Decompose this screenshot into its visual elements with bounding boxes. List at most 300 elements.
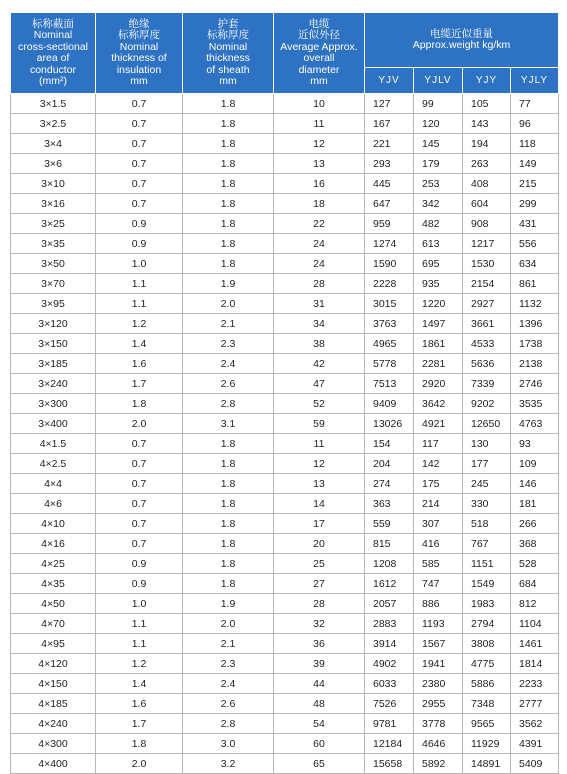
cell-weight-yjv: 5778 [365,354,414,374]
cell-conductor-size: 4×1.5 [11,434,96,454]
cell-weight-yjlv: 695 [414,254,463,274]
cell-weight-yjy: 1983 [463,594,511,614]
cell-conductor-size: 4×400 [11,754,96,774]
cell-conductor-size: 4×95 [11,634,96,654]
cell-insulation-thickness: 1.1 [96,274,183,294]
header-diameter [274,13,365,94]
cell-weight-yjlv: 117 [414,434,463,454]
cell-weight-yjy: 194 [463,134,511,154]
cell-weight-yjy: 330 [463,494,511,514]
cell-weight-yjlv: 482 [414,214,463,234]
cell-weight-yjlv: 99 [414,94,463,114]
table-row [11,374,559,394]
cell-sheath-thickness: 1.8 [183,174,274,194]
header-sheath-en-2: thickness [206,52,250,64]
cell-weight-yjly: 2233 [511,674,559,694]
header-type-yjy: YJY [463,68,511,94]
cell-sheath-thickness: 2.1 [183,634,274,654]
cell-weight-yjly: 2777 [511,694,559,714]
cell-conductor-size: 4×50 [11,594,96,614]
cell-conductor-size: 4×120 [11,654,96,674]
cell-overall-diameter: 52 [274,394,365,414]
cell-sheath-thickness: 1.8 [183,94,274,114]
cell-conductor-size: 3×16 [11,194,96,214]
table-header [11,13,559,94]
cell-conductor-size: 4×2.5 [11,454,96,474]
cell-weight-yjv: 1208 [365,554,414,574]
cell-sheath-thickness: 1.8 [183,434,274,454]
cell-weight-yjlv: 214 [414,494,463,514]
cell-overall-diameter: 28 [274,274,365,294]
cell-weight-yjlv: 145 [414,134,463,154]
cell-sheath-thickness: 2.6 [183,694,274,714]
cell-weight-yjy: 4775 [463,654,511,674]
cell-weight-yjv: 293 [365,154,414,174]
cell-weight-yjlv: 886 [414,594,463,614]
cell-insulation-thickness: 2.0 [96,754,183,774]
cell-insulation-thickness: 1.8 [96,394,183,414]
cell-weight-yjy: 177 [463,454,511,474]
header-insulation-en-1: Nominal [119,40,159,53]
cell-weight-yjlv: 2920 [414,374,463,394]
cell-insulation-thickness: 0.7 [96,134,183,154]
cell-overall-diameter: 22 [274,214,365,234]
header-type-yjv: YJV [365,68,414,94]
cell-overall-diameter: 39 [274,654,365,674]
cell-weight-yjy: 908 [463,214,511,234]
cell-conductor-size: 3×35 [11,234,96,254]
cell-weight-yjlv: 5892 [414,754,463,774]
cell-weight-yjy: 1530 [463,254,511,274]
cell-sheath-thickness: 1.9 [183,594,274,614]
cell-weight-yjv: 3015 [365,294,414,314]
header-weight-en: Approx.weight kg/km [412,39,511,51]
cell-weight-yjv: 815 [365,534,414,554]
cell-conductor-size: 3×2.5 [11,114,96,134]
header-diameter-en-4: mm [310,75,328,87]
cell-sheath-thickness: 1.8 [183,134,274,154]
table-row [11,434,559,454]
table-row [11,134,559,154]
cell-conductor-size: 3×25 [11,214,96,234]
table-row [11,754,559,774]
cell-weight-yjlv: 585 [414,554,463,574]
table-row [11,234,559,254]
cell-weight-yjv: 13026 [365,414,414,434]
cell-insulation-thickness: 1.7 [96,714,183,734]
cell-conductor-size: 4×240 [11,714,96,734]
cell-weight-yjly: 109 [511,454,559,474]
cell-weight-yjlv: 175 [414,474,463,494]
cell-weight-yjlv: 342 [414,194,463,214]
header-insulation [96,13,183,94]
table-row [11,294,559,314]
cell-weight-yjly: 299 [511,194,559,214]
cell-conductor-size: 3×10 [11,174,96,194]
cell-sheath-thickness: 1.8 [183,194,274,214]
table-row [11,494,559,514]
cell-weight-yjy: 245 [463,474,511,494]
cell-sheath-thickness: 2.6 [183,374,274,394]
cell-overall-diameter: 13 [274,154,365,174]
cell-sheath-thickness: 2.4 [183,354,274,374]
header-insulation-en-3: insulation [116,63,162,76]
cell-weight-yjy: 143 [463,114,511,134]
cell-weight-yjlv: 4921 [414,414,463,434]
cell-insulation-thickness: 1.1 [96,294,183,314]
cell-overall-diameter: 12 [274,454,365,474]
header-type-yjlv: YJLV [414,68,463,94]
cell-insulation-thickness: 1.0 [96,254,183,274]
header-conductor-en-2: cross-sectional [17,40,89,53]
cell-conductor-size: 4×35 [11,574,96,594]
cell-sheath-thickness: 1.9 [183,274,274,294]
cell-weight-yjv: 154 [365,434,414,454]
cell-weight-yjly: 118 [511,134,559,154]
table-row [11,614,559,634]
cell-weight-yjy: 408 [463,174,511,194]
cell-weight-yjly: 3535 [511,394,559,414]
cell-weight-yjv: 127 [365,94,414,114]
cell-conductor-size: 4×16 [11,534,96,554]
cell-overall-diameter: 47 [274,374,365,394]
cell-insulation-thickness: 0.7 [96,534,183,554]
cell-weight-yjlv: 2380 [414,674,463,694]
cell-overall-diameter: 18 [274,194,365,214]
cell-sheath-thickness: 1.8 [183,254,274,274]
cell-insulation-thickness: 0.7 [96,514,183,534]
cell-weight-yjv: 3914 [365,634,414,654]
cell-weight-yjy: 3808 [463,634,511,654]
cell-conductor-size: 4×70 [11,614,96,634]
cell-weight-yjly: 861 [511,274,559,294]
cell-conductor-size: 4×6 [11,494,96,514]
cell-weight-yjlv: 2955 [414,694,463,714]
cell-sheath-thickness: 1.8 [183,454,274,474]
cell-insulation-thickness: 0.7 [96,174,183,194]
cell-conductor-size: 3×50 [11,254,96,274]
table-row [11,334,559,354]
table-row [11,594,559,614]
cell-weight-yjv: 4902 [365,654,414,674]
cell-weight-yjv: 363 [365,494,414,514]
cable-spec-table-container [10,12,558,774]
table-row [11,734,559,754]
cell-weight-yjly: 146 [511,474,559,494]
cell-overall-diameter: 48 [274,694,365,714]
cell-weight-yjy: 11929 [463,734,511,754]
cell-conductor-size: 4×300 [11,734,96,754]
cell-weight-yjly: 812 [511,594,559,614]
cell-overall-diameter: 36 [274,634,365,654]
cell-weight-yjy: 1151 [463,554,511,574]
cell-insulation-thickness: 0.9 [96,574,183,594]
header-diameter-en-2: overall [303,52,335,64]
cell-weight-yjy: 7348 [463,694,511,714]
header-sheath-en-4: mm [219,75,237,87]
table-row [11,674,559,694]
header-sheath-cn-1: 护套 [217,17,239,30]
cell-insulation-thickness: 1.6 [96,354,183,374]
header-conductor-en-1: Nominal [33,29,73,41]
cell-weight-yjly: 2746 [511,374,559,394]
table-row [11,154,559,174]
cell-insulation-thickness: 1.1 [96,614,183,634]
cell-weight-yjly: 1104 [511,614,559,634]
cell-weight-yjly: 634 [511,254,559,274]
cell-insulation-thickness: 0.7 [96,154,183,174]
cell-insulation-thickness: 1.6 [96,694,183,714]
table-row [11,574,559,594]
cell-conductor-size: 3×95 [11,294,96,314]
cell-overall-diameter: 11 [274,114,365,134]
cell-weight-yjly: 2138 [511,354,559,374]
cell-weight-yjlv: 142 [414,454,463,474]
cell-weight-yjv: 274 [365,474,414,494]
cell-sheath-thickness: 1.8 [183,494,274,514]
cell-overall-diameter: 10 [274,94,365,114]
cell-weight-yjy: 2154 [463,274,511,294]
cell-weight-yjv: 2057 [365,594,414,614]
cell-weight-yjv: 6033 [365,674,414,694]
cell-sheath-thickness: 3.0 [183,734,274,754]
header-type-yjly: YJLY [511,68,559,94]
table-row [11,254,559,274]
cell-insulation-thickness: 0.7 [96,114,183,134]
cell-insulation-thickness: 1.2 [96,314,183,334]
cell-sheath-thickness: 1.8 [183,534,274,554]
cell-weight-yjv: 2228 [365,274,414,294]
table-row [11,714,559,734]
header-sheath [183,13,274,94]
cell-sheath-thickness: 2.1 [183,314,274,334]
cell-overall-diameter: 38 [274,334,365,354]
cell-insulation-thickness: 0.7 [96,494,183,514]
cell-overall-diameter: 42 [274,354,365,374]
header-sheath-en-1: Nominal [208,40,248,53]
cell-sheath-thickness: 3.1 [183,414,274,434]
cell-conductor-size: 3×300 [11,394,96,414]
cell-insulation-thickness: 0.7 [96,194,183,214]
cell-overall-diameter: 59 [274,414,365,434]
cell-conductor-size: 3×6 [11,154,96,174]
cell-conductor-size: 3×150 [11,334,96,354]
table-row [11,694,559,714]
table-row [11,214,559,234]
table-row [11,194,559,214]
cell-sheath-thickness: 2.8 [183,714,274,734]
cell-weight-yjv: 204 [365,454,414,474]
cell-sheath-thickness: 1.8 [183,574,274,594]
cell-overall-diameter: 28 [274,594,365,614]
cell-weight-yjlv: 253 [414,174,463,194]
cell-weight-yjly: 181 [511,494,559,514]
cell-insulation-thickness: 1.0 [96,594,183,614]
cell-weight-yjly: 528 [511,554,559,574]
cell-overall-diameter: 34 [274,314,365,334]
cell-sheath-thickness: 2.0 [183,294,274,314]
cell-weight-yjv: 15658 [365,754,414,774]
cell-weight-yjv: 7526 [365,694,414,714]
cell-overall-diameter: 11 [274,434,365,454]
cell-weight-yjy: 105 [463,94,511,114]
cell-weight-yjy: 604 [463,194,511,214]
cell-weight-yjy: 3661 [463,314,511,334]
cell-insulation-thickness: 0.9 [96,554,183,574]
cell-weight-yjy: 5886 [463,674,511,694]
cell-weight-yjly: 4763 [511,414,559,434]
cell-weight-yjly: 5409 [511,754,559,774]
cell-insulation-thickness: 0.7 [96,474,183,494]
cell-weight-yjlv: 120 [414,114,463,134]
cell-weight-yjy: 263 [463,154,511,174]
cell-weight-yjlv: 935 [414,274,463,294]
cell-weight-yjlv: 1193 [414,614,463,634]
cell-weight-yjv: 3763 [365,314,414,334]
cell-conductor-size: 3×70 [11,274,96,294]
table-row [11,394,559,414]
cell-sheath-thickness: 1.8 [183,114,274,134]
header-sheath-cn-2: 标称厚度 [207,29,249,41]
cell-overall-diameter: 24 [274,254,365,274]
cell-weight-yjly: 1814 [511,654,559,674]
cell-weight-yjly: 4391 [511,734,559,754]
cell-insulation-thickness: 1.4 [96,674,183,694]
cell-overall-diameter: 32 [274,614,365,634]
cell-weight-yjv: 559 [365,514,414,534]
cell-overall-diameter: 27 [274,574,365,594]
header-conductor-en-3: area of [36,52,70,64]
cell-weight-yjlv: 1497 [414,314,463,334]
cell-weight-yjy: 1217 [463,234,511,254]
cell-conductor-size: 3×1.5 [11,94,96,114]
cell-sheath-thickness: 1.8 [183,514,274,534]
cell-weight-yjly: 1461 [511,634,559,654]
cell-weight-yjv: 1612 [365,574,414,594]
cell-insulation-thickness: 1.2 [96,654,183,674]
cell-weight-yjy: 9202 [463,394,511,414]
cell-conductor-size: 3×240 [11,374,96,394]
cell-insulation-thickness: 0.9 [96,214,183,234]
cell-sheath-thickness: 2.0 [183,614,274,634]
table-row [11,314,559,334]
table-row [11,174,559,194]
cell-weight-yjly: 1132 [511,294,559,314]
cell-weight-yjlv: 4646 [414,734,463,754]
cell-conductor-size: 4×150 [11,674,96,694]
cell-weight-yjly: 93 [511,434,559,454]
table-row [11,274,559,294]
cable-spec-table [10,12,559,774]
cell-weight-yjlv: 747 [414,574,463,594]
cell-weight-yjv: 445 [365,174,414,194]
cell-weight-yjv: 959 [365,214,414,234]
cell-sheath-thickness: 1.8 [183,554,274,574]
cell-sheath-thickness: 3.2 [183,754,274,774]
table-row [11,554,559,574]
cell-weight-yjv: 1274 [365,234,414,254]
cell-overall-diameter: 25 [274,554,365,574]
header-diameter-cn-2: 近似外径 [298,29,340,41]
cell-overall-diameter: 16 [274,174,365,194]
header-weight [365,13,559,68]
cell-weight-yjy: 9565 [463,714,511,734]
table-row [11,534,559,554]
cell-sheath-thickness: 1.8 [183,214,274,234]
cell-weight-yjv: 647 [365,194,414,214]
cell-weight-yjv: 9409 [365,394,414,414]
cell-weight-yjy: 2794 [463,614,511,634]
cell-sheath-thickness: 1.8 [183,234,274,254]
cell-weight-yjv: 1590 [365,254,414,274]
cell-sheath-thickness: 2.8 [183,394,274,414]
cell-overall-diameter: 24 [274,234,365,254]
cell-weight-yjly: 215 [511,174,559,194]
cell-weight-yjlv: 3642 [414,394,463,414]
cell-weight-yjlv: 2281 [414,354,463,374]
table-row [11,414,559,434]
cell-insulation-thickness: 0.7 [96,94,183,114]
cell-weight-yjy: 7339 [463,374,511,394]
cell-overall-diameter: 14 [274,494,365,514]
cell-weight-yjly: 77 [511,94,559,114]
cell-insulation-thickness: 0.7 [96,454,183,474]
cell-conductor-size: 4×25 [11,554,96,574]
header-insulation-cn-2: 标称厚度 [118,29,160,41]
cell-weight-yjv: 221 [365,134,414,154]
cell-weight-yjy: 4533 [463,334,511,354]
cell-weight-yjy: 518 [463,514,511,534]
cell-weight-yjlv: 1567 [414,634,463,654]
cell-overall-diameter: 31 [274,294,365,314]
cell-weight-yjlv: 416 [414,534,463,554]
header-conductor-en-5: (mm²) [39,75,67,87]
cell-weight-yjlv: 307 [414,514,463,534]
cell-weight-yjy: 5636 [463,354,511,374]
cell-insulation-thickness: 1.1 [96,634,183,654]
header-conductor-cn: 标称截面 [32,17,74,30]
cell-weight-yjlv: 1941 [414,654,463,674]
cell-conductor-size: 3×400 [11,414,96,434]
cell-sheath-thickness: 1.8 [183,154,274,174]
cell-sheath-thickness: 2.3 [183,654,274,674]
header-insulation-cn-1: 绝缘 [128,17,150,30]
header-conductor-en-4: conductor [29,63,77,76]
cell-weight-yjy: 130 [463,434,511,454]
header-diameter-cn-1: 电缆 [308,17,330,30]
table-row [11,454,559,474]
cell-weight-yjly: 684 [511,574,559,594]
cell-overall-diameter: 44 [274,674,365,694]
cell-weight-yjly: 149 [511,154,559,174]
header-diameter-en-1: Average Approx. [280,40,358,53]
cell-weight-yjlv: 1861 [414,334,463,354]
cell-conductor-size: 3×185 [11,354,96,374]
cell-weight-yjlv: 1220 [414,294,463,314]
cell-weight-yjv: 2883 [365,614,414,634]
cell-weight-yjly: 266 [511,514,559,534]
cell-conductor-size: 4×4 [11,474,96,494]
cell-weight-yjly: 1396 [511,314,559,334]
header-conductor [11,13,96,94]
cell-weight-yjv: 4965 [365,334,414,354]
cell-weight-yjy: 767 [463,534,511,554]
table-row [11,634,559,654]
cell-conductor-size: 3×4 [11,134,96,154]
table-row [11,514,559,534]
cell-overall-diameter: 12 [274,134,365,154]
cell-sheath-thickness: 1.8 [183,474,274,494]
